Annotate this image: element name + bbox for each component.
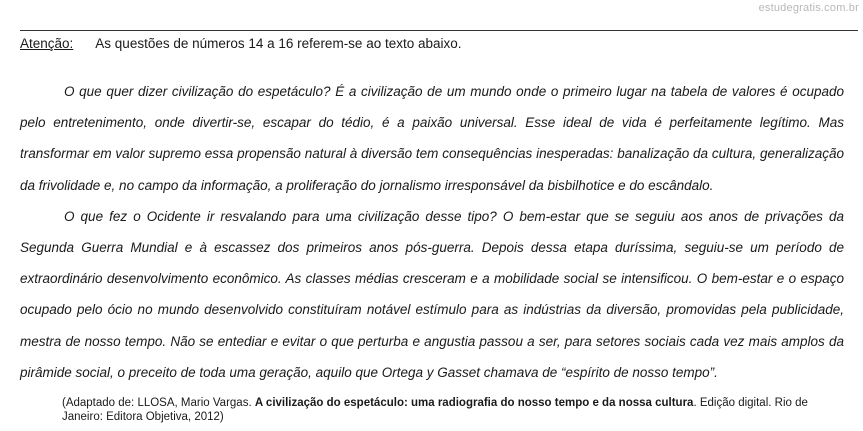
passage	[20, 76, 844, 388]
citation-title: A civilização do espetáculo: uma radiografia do nosso tempo e da nossa cultura	[254, 397, 694, 409]
paragraph-2: O que fez o Ocidente ir resvalando para uma civilização desse tipo? O bem-estar que se seguiu aos anos de privações da Segunda Guerra Mundial e à escassez dos primeiros anos pós-guerra. Depois dessa etapa duríssima, seguiu-se um período de extraordinário desenvolvimento econômico. As classes médias cresceram e a mobilidade social se intensificou. O bem-estar e o espaço ocupado pelo ócio no mundo desenvolvido constituíram notável estímulo para as indústrias da diversão, promovidas pela publicidade, mestra de nosso tempo. Não se entediar e evitar o que perturba e angustia passou a ser, para setores sociais cada vez mais amplos da pirâmide social, o preceito de toda uma geração, aquilo que Ortega y Gasset chamava de “espírito de nosso tempo”.	[20, 208, 844, 380]
citation	[62, 396, 846, 424]
watermark: estudegratis.com.br	[758, 2, 859, 14]
citation-prefix: (Adaptado de: LLOSA, Mario Vargas.	[62, 397, 255, 409]
paragraph-1: O que quer dizer civilização do espetáculo? É a civilização de um mundo onde o primeiro lugar na tabela de valores é ocupado pelo entretenimento, onde divertir-se, escapar do tédio, é a paixão universal. Esse ideal de vida é perfeitamente legítimo. Mas transformar em valor supremo essa propensão natural à diversão tem consequências inesperadas: banalização da cultura, generalização da frivolidade e, no campo da informação, a proliferação do jornalismo irresponsável da bisbilhotice e do escândalo.	[20, 84, 844, 193]
citation-suffix: . Edição digital. Rio de Janeiro: Editora Objetiva, 2012)	[62, 397, 808, 423]
divider	[20, 30, 858, 31]
notice-label: Atenção:	[20, 36, 74, 51]
notice-text: As questões de números 14 a 16 referem-se ao texto abaixo.	[95, 36, 462, 51]
notice	[20, 36, 462, 51]
